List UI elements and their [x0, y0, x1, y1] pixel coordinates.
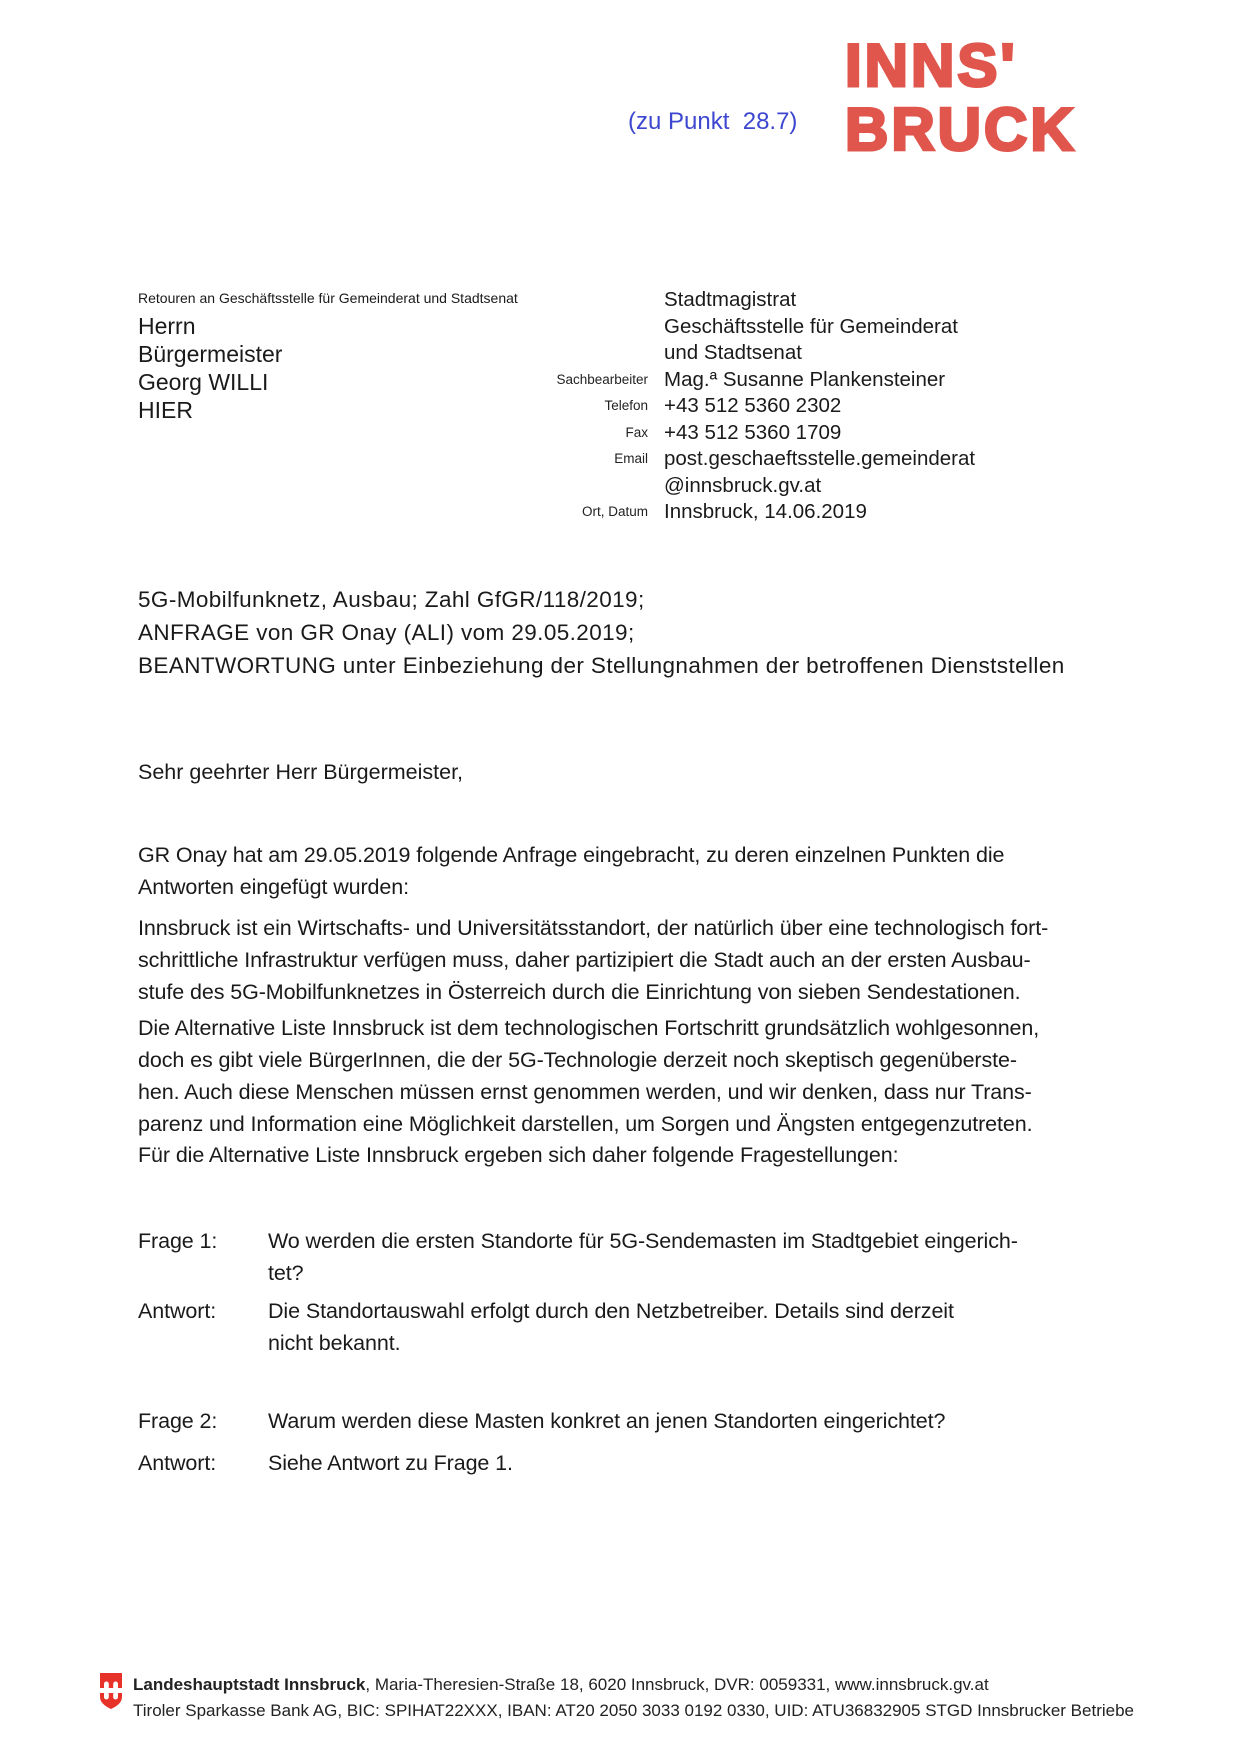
sachbearbeiter-value: Mag.ª Susanne Plankensteiner [664, 367, 946, 391]
sender-office-line: und Stadtsenat [664, 341, 802, 364]
footer-text [133, 1672, 1134, 1724]
logo-line-bruck: BRUCK [845, 96, 1077, 163]
answer-1-row [138, 1295, 954, 1359]
innsbruck-coat-of-arms-icon [100, 1673, 122, 1709]
recipient-line-name: Georg WILLI [138, 369, 269, 395]
question-2-text: Warum werden diese Masten konkret an jenen Standorten eingerichtet? [268, 1409, 946, 1433]
question-1-row [138, 1225, 1018, 1289]
footer-line-1 [133, 1672, 1134, 1698]
recipient-address-block [138, 290, 518, 424]
innsbruck-logo [845, 34, 1077, 162]
email-label: Email [614, 451, 648, 466]
recipient-line-buergermeister: Bürgermeister [138, 341, 283, 367]
page-footer [100, 1672, 1134, 1724]
question-1-text: Wo werden die ersten Standorte für 5G-Sendemasten im Stadtgebiet eingerich- tet? [268, 1229, 1018, 1285]
fax-value: +43 512 5360 1709 [664, 420, 842, 444]
body-paragraph-lead-in: Für die Alternative Liste Innsbruck ergeben sich daher folgende Fragestellungen: [138, 1143, 899, 1167]
answer-2-text: Siehe Antwort zu Frage 1. [268, 1451, 513, 1475]
footer-line-2: Tiroler Sparkasse Bank AG, BIC: SPIHAT22XXX, IBAN: AT20 2050 3033 0192 0330, UID: ATU36832905 STGD Innsbrucker Betriebe [133, 1701, 1134, 1720]
body-paragraph-concerns: Die Alternative Liste Innsbruck ist dem technologischen Fortschritt grundsätzlich wohlgesonnen, doch es gibt viele BürgerInnen, die der 5G-Technologie derzeit noch skeptisch gegenüberste- hen. Auch diese Menschen müssen ernst genommen werden, und wir denken, dass nur Trans- parenz und Information eine Möglichkeit darstellen, um Sorgen und Ängsten entgegenzutreten. [138, 1016, 1040, 1136]
ort-datum-value: Innsbruck, 14.06.2019 [664, 500, 867, 523]
telefon-label: Telefon [604, 398, 648, 413]
footer-address-details: , Maria-Theresien-Straße 18, 6020 Innsbruck, DVR: 0059331, www.innsbruck.gv.at [365, 1675, 989, 1694]
question-1-label: Frage 1: [138, 1229, 218, 1253]
answer-1-text: Die Standortauswahl erfolgt durch den Netzbetreiber. Details sind derzeit nicht bekannt. [268, 1299, 954, 1355]
telefon-value: +43 512 5360 2302 [664, 394, 842, 417]
sender-office-line: Stadtmagistrat [664, 288, 797, 311]
recipient-line-hier: HIER [138, 397, 193, 423]
question-2-label: Frage 2: [138, 1409, 218, 1433]
body-paragraph-intro: GR Onay hat am 29.05.2019 folgende Anfrage eingebracht, zu deren einzelnen Punkten die Antworten eingefügt wurden: [138, 843, 1005, 899]
fax-label: Fax [625, 424, 648, 440]
return-address-note: Retouren an Geschäftsstelle für Gemeinderat und Stadtsenat [138, 290, 518, 306]
salutation: Sehr geehrter Herr Bürgermeister, [138, 760, 464, 784]
answer-2-label: Antwort: [138, 1451, 217, 1475]
question-2-row [138, 1405, 945, 1437]
answer-2-row [138, 1447, 513, 1479]
answer-1-label: Antwort: [138, 1299, 217, 1323]
sender-office-line: Geschäftsstelle für Gemeinderat [664, 314, 958, 338]
recipient-line-herrn: Herrn [138, 313, 196, 339]
sender-info-block [500, 287, 975, 526]
body-paragraph-context: Innsbruck ist ein Wirtschafts- und Universitätsstandort, der natürlich über eine technologisch fort- schrittliche Infrastruktur verfügen muss, daher partizipiert die Stadt auch an der ersten Ausbau- stufe des 5G-Mobilfunknetzes in Österreich durch die Einrichtung von sieben Sendestationen. [138, 916, 1049, 1004]
footer-city-name: Landeshauptstadt Innsbruck [133, 1675, 366, 1694]
subject-block: 5G-Mobilfunknetz, Ausbau; Zahl GfGR/118/2019; ANFRAGE von GR Onay (ALI) vom 29.05.2019; BEANTWORTUNG unter Einbeziehung der Stellungnahmen der betroffenen Dienststellen [138, 587, 1065, 678]
ort-datum-label: Ort, Datum [581, 504, 648, 519]
sachbearbeiter-label: Sachbearbeiter [556, 371, 648, 387]
agenda-point-reference: (zu Punkt 28.7) [628, 108, 798, 135]
logo-line-inns: INNS' [845, 32, 1018, 99]
email-value: post.geschaeftsstelle.gemeinderat @innsbruck.gv.at [664, 447, 976, 497]
